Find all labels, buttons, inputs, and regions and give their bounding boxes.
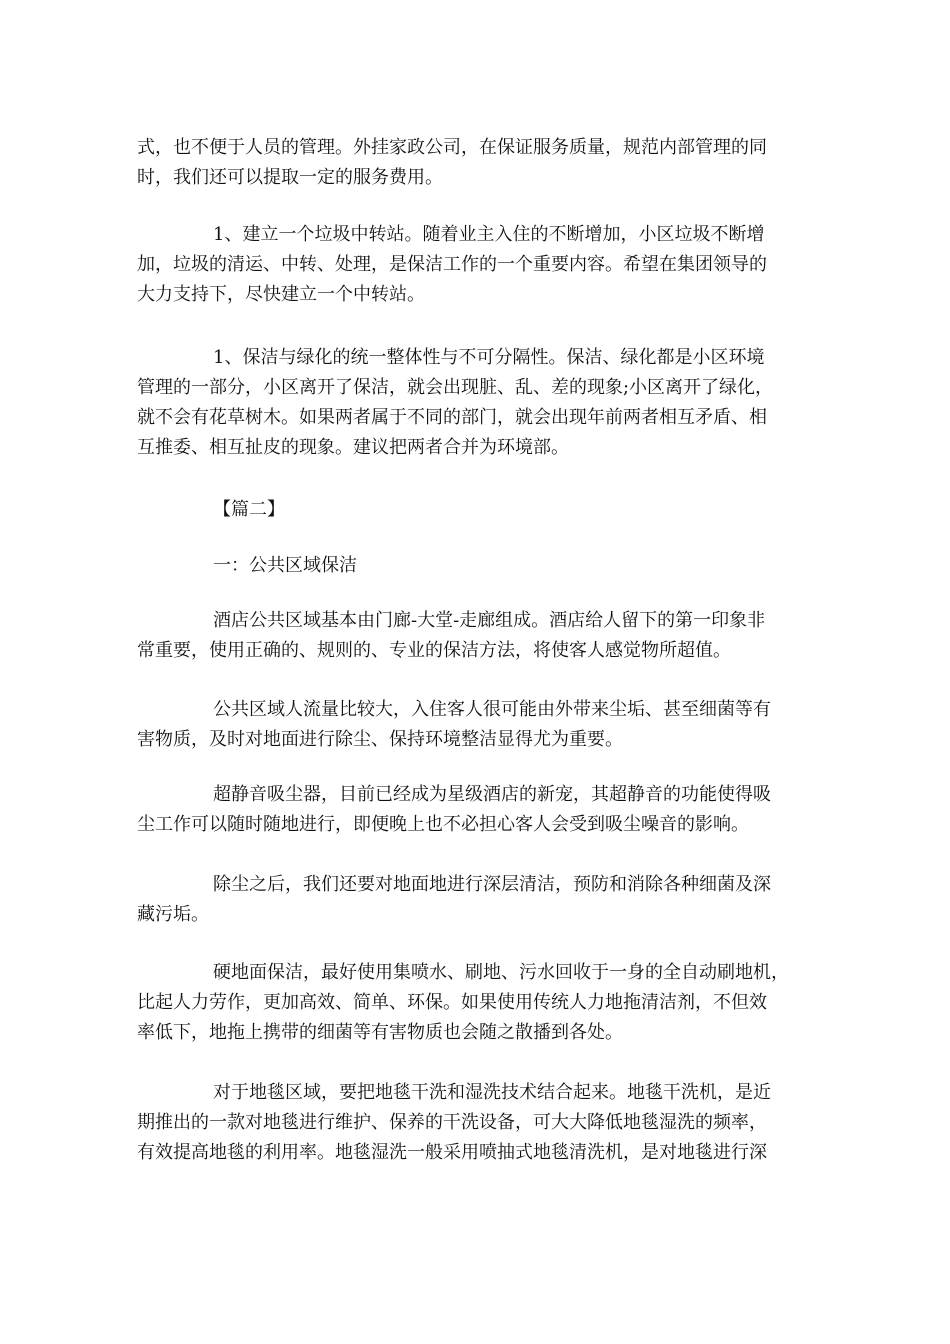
paragraph	[137, 606, 817, 666]
subsection-heading	[137, 551, 817, 581]
text-line: 公共区域人流量比较大，入住客人很可能由外带来尘垢、甚至细菌等有	[213, 699, 771, 720]
paragraph	[137, 133, 817, 193]
paragraph	[137, 695, 817, 755]
text-line: 比起人力劳作，更加高效、简单、环保。如果使用传统人力地拖清洁剂，不但效	[137, 992, 767, 1013]
text-line: 尘工作可以随时随地进行，即便晚上也不必担心客人会受到吸尘噪音的影响。	[137, 814, 749, 835]
text-line: 时，我们还可以提取一定的服务费用。	[137, 167, 443, 188]
paragraph	[137, 870, 817, 930]
text-line: 1、建立一个垃圾中转站。随着业主入住的不断增加，小区垃圾不断增	[213, 224, 765, 245]
text-line: 率低下，地拖上携带的细菌等有害物质也会随之散播到各处。	[137, 1022, 623, 1043]
text-line: 对于地毯区域，要把地毯干洗和湿洗技术结合起来。地毯干洗机，是近	[213, 1082, 771, 1103]
text-line: 式，也不便于人员的管理。外挂家政公司，在保证服务质量，规范内部管理的同	[137, 137, 767, 158]
text-line: 硬地面保洁，最好使用集喷水、刷地、污水回收于一身的全自动刷地机，	[213, 962, 789, 983]
text-line: 一：公共区域保洁	[213, 555, 357, 576]
paragraph	[137, 958, 817, 1048]
paragraph	[137, 220, 817, 310]
section-heading	[137, 495, 817, 525]
text-line: 除尘之后，我们还要对地面地进行深层清洁，预防和消除各种细菌及深	[213, 874, 771, 895]
text-line: 【篇二】	[213, 499, 285, 520]
text-line: 有效提高地毯的利用率。地毯湿洗一般采用喷抽式地毯清洗机，是对地毯进行深	[137, 1142, 767, 1163]
text-line: 加，垃圾的清运、中转、处理，是保洁工作的一个重要内容。希望在集团领导的	[137, 254, 767, 275]
text-line: 就不会有花草树木。如果两者属于不同的部门，就会出现年前两者相互矛盾、相	[137, 407, 767, 428]
text-line: 酒店公共区域基本由门廊-大堂-走廊组成。酒店给人留下的第一印象非	[213, 610, 766, 631]
text-line: 期推出的一款对地毯进行维护、保养的干洗设备，可大大降低地毯湿洗的频率，	[137, 1112, 767, 1133]
paragraph	[137, 343, 817, 463]
paragraph	[137, 1078, 817, 1168]
text-line: 超静音吸尘器，目前已经成为星级酒店的新宠，其超静音的功能使得吸	[213, 784, 771, 805]
text-line: 互推委、相互扯皮的现象。建议把两者合并为环境部。	[137, 437, 569, 458]
text-line: 害物质，及时对地面进行除尘、保持环境整洁显得尤为重要。	[137, 729, 623, 750]
text-line: 管理的一部分，小区离开了保洁，就会出现脏、乱、差的现象;小区离开了绿化，	[137, 377, 774, 398]
text-line: 大力支持下，尽快建立一个中转站。	[137, 284, 425, 305]
text-line: 藏污垢。	[137, 904, 209, 925]
text-line: 1、保洁与绿化的统一整体性与不可分隔性。保洁、绿化都是小区环境	[213, 347, 765, 368]
paragraph	[137, 780, 817, 840]
text-line: 常重要，使用正确的、规则的、专业的保洁方法，将使客人感觉物所超值。	[137, 640, 731, 661]
